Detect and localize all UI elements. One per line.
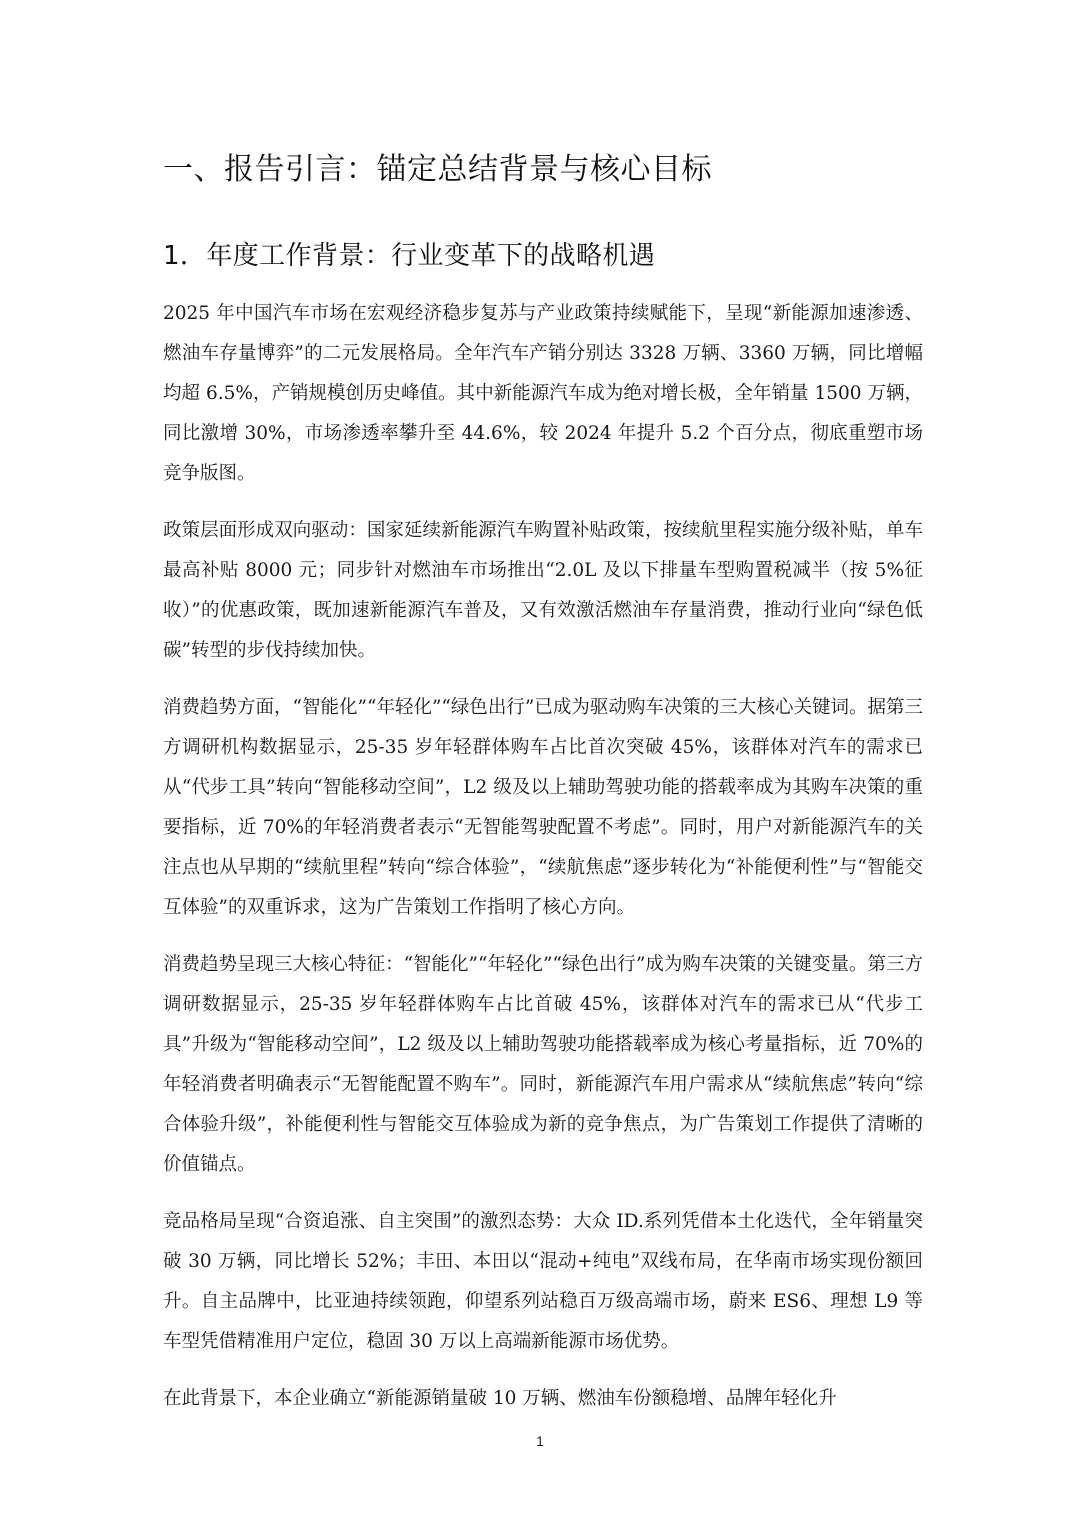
- paragraph-competition: 竞品格局呈现“合资追涨、自主突围”的激烈态势：大众 ID.系列凭借本土化迭代，全年销量突破 30 万辆，同比增长 52%；丰田、本田以“混动+纯电”双线布局，在华南市场实现份额回升。自主品牌中，比亚迪持续领跑，仰望系列站稳百万级高端市场，蔚来 ES6、理想 L9 等车型凭借精准用户定位，稳固 30 万以上高端新能源市场优势。: [163, 1211, 923, 1352]
- subsection-heading: 1．年度工作背景：行业变革下的战略机遇: [163, 241, 656, 271]
- paragraph-consumer-trends: 消费趋势方面，“智能化”“年轻化”“绿色出行”已成为驱动购车决策的三大核心关键词。据第三方调研机构数据显示，25-35 岁年轻群体购车占比首次突破 45%，该群体对汽车的需求已从“代步工具”转向“智能移动空间”，L2 级及以上辅助驾驶功能的搭载率成为其购车决策的重要指标，近 70%的年轻消费者表示“无智能驾驶配置不考虑”。同时，用户对新能源汽车的关注点也从早期的“续航里程”转向“综合体验”，“续航焦虑”逐步转化为“补能便利性”与“智能交互体验”的双重诉求，这为广告策划工作指明了核心方向。: [163, 697, 923, 918]
- paragraph-market-overview: 2025 年中国汽车市场在宏观经济稳步复苏与产业政策持续赋能下，呈现“新能源加速渗透、燃油车存量博弈”的二元发展格局。全年汽车产销分别达 3328 万辆、3360 万辆，同比增幅均超 6.5%，产销规模创历史峰值。其中新能源汽车成为绝对增长极，全年销量 1500 万辆，同比激增 30%，市场渗透率攀升至 44.6%，较 2024 年提升 5.2 个百分点，彻底重塑市场竞争版图。: [163, 303, 923, 484]
- body-text: [163, 294, 923, 1436]
- paragraph-consumer-features: 消费趋势呈现三大核心特征：“智能化”“年轻化”“绿色出行”成为购车决策的关键变量。第三方调研数据显示，25-35 岁年轻群体购车占比首破 45%，该群体对汽车的需求已从“代步工具”升级为“智能移动空间”，L2 级及以上辅助驾驶功能搭载率成为核心考量指标，近 70%的年轻消费者明确表示“无智能配置不购车”。同时，新能源汽车用户需求从“续航焦虑”转向“综合体验升级”，补能便利性与智能交互体验成为新的竞争焦点，为广告策划工作提供了清晰的价值锚点。: [163, 954, 923, 1175]
- paragraph-company-goals: 在此背景下，本企业确立“新能源销量破 10 万辆、燃油车份额稳增、品牌年轻化升: [163, 1388, 837, 1409]
- paragraph-policy: 政策层面形成双向驱动：国家延续新能源汽车购置补贴政策，按续航里程实施分级补贴，单车最高补贴 8000 元；同步针对燃油车市场推出“2.0L 及以下排量车型购置税减半（按 5%征收）”的优惠政策，既加速新能源汽车普及，又有效激活燃油车存量消费，推动行业向“绿色低碳”转型的步伐持续加快。: [163, 520, 923, 661]
- page-number: 1: [536, 1433, 544, 1449]
- section-heading: 一、报告引言：锚定总结背景与核心目标: [163, 152, 712, 187]
